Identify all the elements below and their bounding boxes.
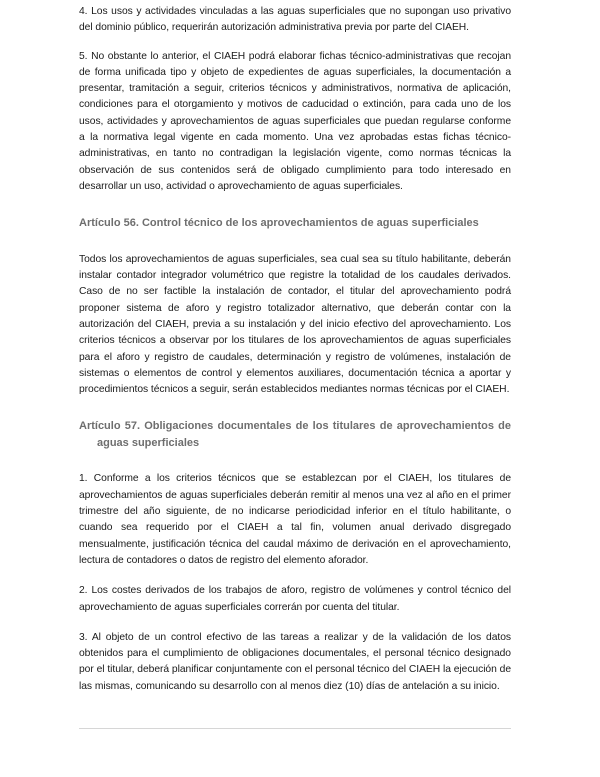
- article-57-paragraph-2: 2. Los costes derivados de los trabajos de aforo, registro de volúmenes y control técnico del aprovechamiento de aguas superficiales correrán por cuenta del titular.: [79, 585, 511, 613]
- document-body: [79, 4, 511, 695]
- article-57-paragraph-3: 3. Al objeto de un control efectivo de las tareas a realizar y de la validación de los datos obtenidos para el cumplimiento de obligaciones documentales, el personal técnico designado por el titular, deberá planificar conjuntamente con el personal técnico del CIAEH la ejecución de las mismas, comunicando su desarrollo con al menos diez (10) días de antelación a su inicio.: [79, 631, 511, 692]
- paragraph-4: 4. Los usos y actividades vinculadas a las aguas superficiales que no supongan uso privativo del dominio público, requerirán autorización administrativa previa por parte del CIAEH.: [79, 6, 511, 34]
- article-56-body: Todos los aprovechamientos de aguas superficiales, sea cual sea su título habilitante, deberán instalar contador integrador volumétrico que registre la totalidad de los caudales derivados. Caso de no ser factible la instalación de contador, el titular del aprovechamiento podrá proponer sistema de aforo y registro totalizador alternativo, que deberán contar con la autorización del CIAEH, previa a su instalación y del inicio efectivo del aprovechamiento. Los criterios técnicos a observar por los titulares de los aprovechamientos de aguas superficiales para el aforo y registro de caudales, determinación y registro de volúmenes, instalación de sistemas o elementos de control y elementos auxiliares, documentación técnica a aportar y procedimientos técnicos a seguir, serán establecidos mediantes normas técnicas por el CIAEH.: [79, 253, 511, 396]
- article-56-heading: Artículo 56. Control técnico de los aprovechamientos de aguas superficiales: [79, 217, 479, 230]
- article-57-heading: Artículo 57. Obligaciones documentales de los titulares de aprovechamientos de aguas superficiales: [79, 420, 511, 449]
- page-bottom-divider: [79, 728, 511, 729]
- article-57-paragraph-1: 1. Conforme a los criterios técnicos que se establezcan por el CIAEH, los titulares de aprovechamientos de aguas superficiales deberán remitir al menos una vez al año en el primer trimestre del año siguiente, de no indicarse periodicidad inferior en el título habilitante, o cuando sea requerido por el CIAEH a tal fin, volumen anual derivado disgregado mensualmente, justificación técnica del caudal máximo de derivación en el aprovechamiento, lectura de contadores o datos de registro del elemento aforador.: [79, 473, 511, 566]
- paragraph-5: 5. No obstante lo anterior, el CIAEH podrá elaborar fichas técnico-administrativas que recojan de forma unificada tipo y objeto de expedientes de aguas superficiales, la documentación a presentar, tramitación a seguir, criterios técnicos y administrativos, normativa de aplicación, condiciones para el otorgamiento y motivos de caducidad o extinción, para cada uno de los usos, actividades y aprovechamientos de aguas superficiales que puedan regularse conforme a la normativa legal vigente en cada momento. Una vez aprobadas estas fichas técnico-administrativas, en tanto no contradigan la legislación vigente, como normas técnicas la observación de sus contenidos será de obligado cumplimiento para todo interesado en desarrollar un uso, actividad o aprovechamiento de aguas superficiales.: [79, 50, 511, 192]
